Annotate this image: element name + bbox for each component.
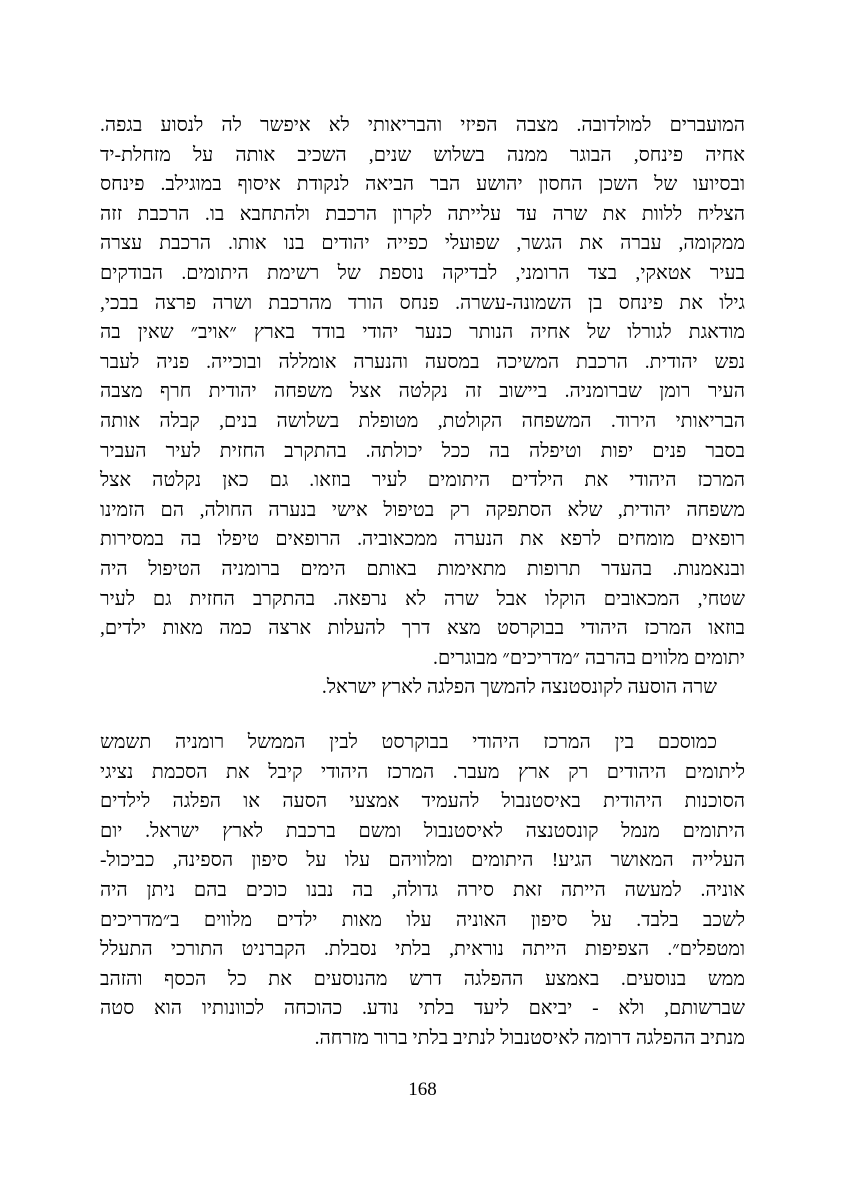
text-line: מנתיב ההפלגה דרומה לאיסטנבול לנתיב בלתי ברור מזרחה. (314, 1027, 745, 1049)
text-line: שרה הוסעה לקונסטנצה להמשך הפלגה לארץ ישראל. (321, 677, 717, 699)
text-line: לשכב בלבד. על סיפון האוניה עלו מאות ילדים מלווים ב״מדריכים (100, 909, 745, 931)
text-line: נפש יהודית. הרכבת המשיכה במסעה והנערה אומללה ובוכייה. פניה לעבר (100, 351, 745, 373)
paragraph-1 (100, 111, 745, 703)
text-line: העיר רומן שברומניה. ביישוב זה נקלטה אצל משפחה יהודית חרף מצבה (100, 381, 745, 403)
text-line: אחיה פינחס, הבוגר ממנה בשלוש שנים, השכיב אותה על מזחלת-יד (100, 144, 745, 166)
text-line: גילו את פינחס בן השמונה-עשרה. פנחס הורד מהרכבת ושרה פרצה בבכי, (100, 292, 745, 314)
paragraph-2 (100, 728, 745, 1054)
text-line: הבריאותי הירוד. המשפחה הקולטת, מטופלת בשלושה בנים, קבלה אותה (100, 410, 745, 432)
text-line: בעיר אטאקי, בצד הרומני, לבדיקה נוספת של רשימת היתומים. הבודקים (100, 262, 745, 284)
text-line: ובסיועו של השכן החסון יהושע הבר הביאה לנקודת איסוף במוגילב. פינחס (100, 174, 745, 196)
text-line: שטחי, המכאובים הוקלו אבל שרה לא נרפאה. בהתקרב החזית גם לעיר (100, 588, 745, 610)
text-line: בוזאו המרכז היהודי בבוקרסט מצא דרך להעלות ארצה כמה מאות ילדים, (100, 618, 745, 640)
text-line: העלייה המאושר הגיע! היתומים ומלוויהם עלו על סיפון הספינה, כביכול- (100, 850, 745, 872)
text-line: המועברים למולדובה. מצבה הפיזי והבריאותי לא איפשר לה לנסוע בגפה. (100, 115, 745, 136)
text-line: רופאים מומחים לרפא את הנערה ממכאוביה. הרופאים טיפלו בה במסירות (100, 529, 745, 551)
text-line: אוניה. למעשה הייתה זאת סירה גדולה, בה נבנו כוכים בהם ניתן היה (100, 879, 745, 901)
text-line: שברשותם, ולא - יביאם ליעד בלתי נודע. כהוכחה לכוונותיו הוא סטה (100, 998, 745, 1020)
text-line: ומטפלים״. הצפיפות הייתה נוראית, בלתי נסבלת. הקברניט התורכי התעלל (100, 939, 745, 961)
text-line: ממקומה, עברה את הגשר, שפועלי כפייה יהודים בנו אותו. הרכבת עצרה (100, 233, 745, 255)
text-line: משפחה יהודית, שלא הסתפקה רק בטיפול אישי בנערה החולה, הם הזמינו (100, 499, 745, 521)
text-line: המרכז היהודי את הילדים היתומים לעיר בוזאו. גם כאן נקלטה אצל (100, 470, 745, 492)
text-line: הצליח ללוות את שרה עד עלייתה לקרון הרכבת ולהתחבא בו. הרכבת זזה (100, 203, 745, 225)
text-line: הסוכנות היהודית באיסטנבול להעמיד אמצעי הסעה או הפלגה לילדים (100, 791, 745, 813)
text-line: היתומים מנמל קונסטנצה לאיסטנבול ומשם ברכבת לארץ ישראל. יום (100, 820, 745, 842)
text-line: בסבר פנים יפות וטיפלה בה ככל יכולתה. בהתקרב החזית לעיר העביר (100, 440, 745, 462)
text-line: מודאגת לגורלו של אחיה הנותר כנער יהודי בודד בארץ ״אויב״ שאין בה (100, 322, 745, 344)
text-line: ובנאמנות. בהעדר תרופות מתאימות באותם הימים ברומניה הטיפול היה (100, 558, 745, 580)
text-line: יתומים מלווים בהרבה ״מדריכים״ מבוגרים. (433, 647, 745, 669)
page-number: 168 (408, 1079, 437, 1100)
text-line: כמוסכם בין המרכז היהודי בבוקרסט לבין הממשל רומניה תשמש (100, 732, 717, 753)
text-line: ליתומים היהודים רק ארץ מעבר. המרכז היהודי קיבל את הסכמת נציגי (100, 761, 745, 783)
text-line: ממש בנוסעים. באמצע ההפלגה דרש מהנוסעים את כל הכסף והזהב (100, 968, 745, 990)
